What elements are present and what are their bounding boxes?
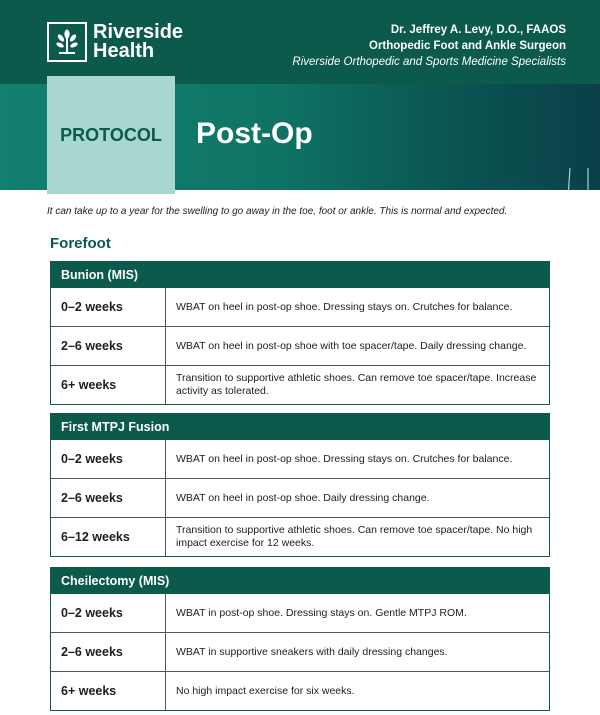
instruction-cell: No high impact exercise for six weeks. [176,684,355,697]
time-cell: 6+ weeks [51,366,166,404]
doctor-name: Dr. Jeffrey A. Levy, D.O., FAAOS [390,24,566,36]
instruction-cell: WBAT on heel in post-op shoe. Dressing stays on. Crutches for balance. [176,452,513,465]
logo [47,22,183,62]
protocol-label-box [47,76,175,194]
table-row [51,440,549,478]
doctor-info [292,22,566,70]
logo-line-1: Riverside [93,21,184,43]
logo-line-2: Health [93,40,155,62]
time-cell: 0–2 weeks [51,594,166,632]
instruction-cell: WBAT in supportive sneakers with daily dressing changes. [176,645,448,658]
table-row [51,632,549,671]
table-row [51,365,549,404]
table-row [51,288,549,326]
foot-xray-illustration [420,168,600,190]
protocol-table-first-mtpj-fusion [50,413,550,557]
protocol-table-bunion [50,261,550,405]
header-bar [0,0,600,84]
time-cell: 2–6 weeks [51,633,166,671]
table-row [51,594,549,632]
instruction-cell: Transition to supportive athletic shoes. Can remove toe spacer/tape. Increase activity as tolerated. [176,372,537,397]
instruction-cell: WBAT on heel in post-op shoe. Daily dressing change. [176,491,430,504]
instruction-cell: WBAT in post-op shoe. Dressing stays on. Gentle MTPJ ROM. [176,606,467,619]
section-title: Forefoot [50,235,111,252]
page-title: Post-Op [196,117,313,150]
protocol-table-cheilectomy [50,567,550,711]
instruction-cell: WBAT on heel in post-op shoe. Dressing stays on. Crutches for balance. [176,300,513,313]
time-cell: 6–12 weeks [51,518,166,556]
table-row [51,671,549,710]
swelling-note: It can take up to a year for the swelling to go away in the toe, foot or ankle. This is normal and expected. [47,206,508,217]
instruction-cell: Transition to supportive athletic shoes. Can remove toe spacer/tape. No high impact exercise for 12 weeks. [176,524,533,549]
instruction-cell: WBAT on heel in post-op shoe with toe spacer/tape. Daily dressing change. [176,339,527,352]
time-cell: 6+ weeks [51,672,166,710]
time-cell: 0–2 weeks [51,288,166,326]
tree-icon [47,22,87,62]
doctor-title: Orthopedic Foot and Ankle Surgeon [369,40,566,52]
table-row [51,326,549,365]
time-cell: 2–6 weeks [51,479,166,517]
practice-name: Riverside Orthopedic and Sports Medicine Specialists [292,56,566,68]
table-header: First MTPJ Fusion [51,414,549,440]
table-header: Bunion (MIS) [51,262,549,288]
time-cell: 2–6 weeks [51,327,166,365]
table-header: Cheilectomy (MIS) [51,568,549,594]
table-row [51,478,549,517]
logo-text [93,23,183,61]
table-row [51,517,549,556]
time-cell: 0–2 weeks [51,440,166,478]
protocol-label: PROTOCOL [60,124,162,145]
